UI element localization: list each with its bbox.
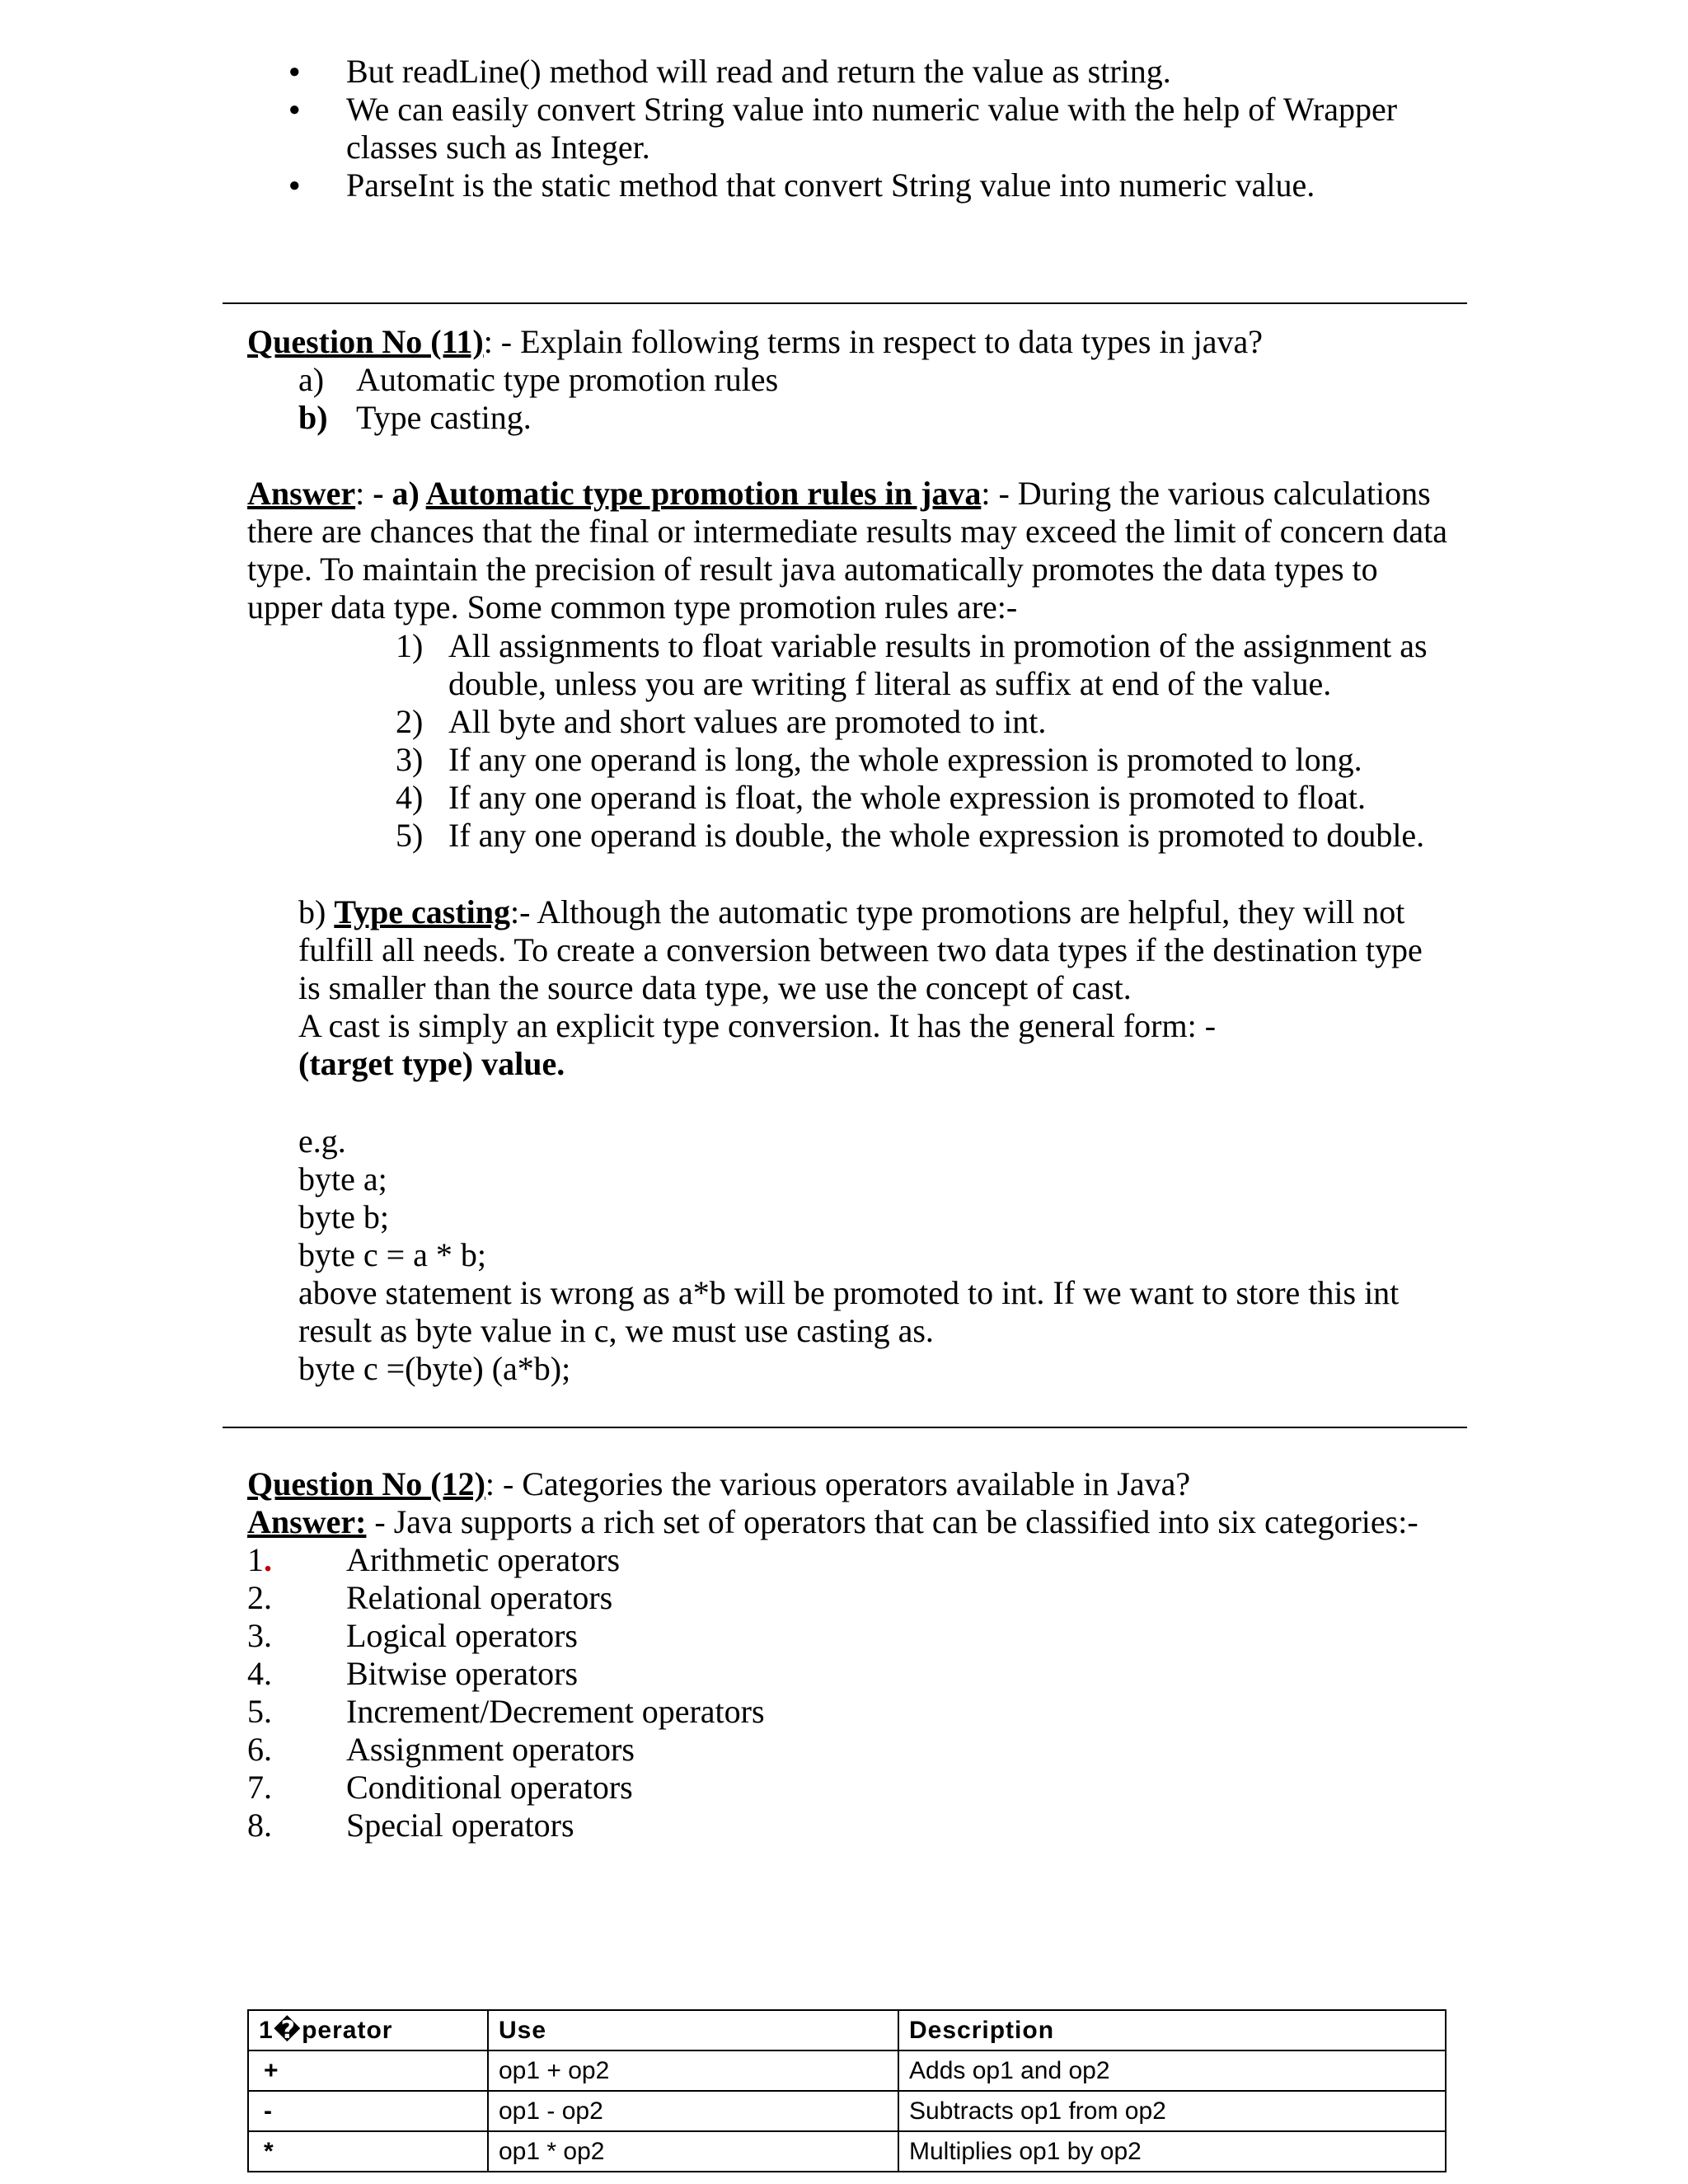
- example-line: byte c = a * b;: [298, 1236, 487, 1273]
- answer-11a: Answer: - a) Automatic type promotion rules in java: - During the various calculations there are chances that the final or intermediate results may exceed the limit of concern data type. To maintain the precision of result java automatically promotes the data types to upper data type. Some common type promotion rules are:-: [247, 475, 1447, 626]
- category-item: 5. Increment/Decrement operators: [247, 1693, 765, 1730]
- rule-item: 4) If any one operand is float, the whole expression is promoted to float.: [396, 779, 1367, 816]
- answer-a-text: : - During the various calculations there are chances that the final or intermediate results may exceed the limit of concern data type. To maintain the precision of result java automatically promotes the data types to upper data type. Some common type promotion rules are:-: [247, 475, 1447, 626]
- operator-cell: +: [248, 2050, 488, 2091]
- header-use: Use: [488, 2010, 898, 2050]
- description-cell: Multiplies op1 by op2: [898, 2131, 1446, 2172]
- casting-example: [298, 1122, 1444, 1388]
- example-line: byte b;: [298, 1198, 389, 1235]
- table-row: [248, 2131, 1446, 2172]
- table-row: [248, 2091, 1446, 2131]
- answer-label: Answer:: [247, 1503, 367, 1540]
- question-12: [247, 1465, 1451, 1844]
- answer-label: Answer: [247, 475, 356, 512]
- category-item: 4. Bitwise operators: [247, 1655, 579, 1692]
- use-cell: op1 * op2: [488, 2131, 898, 2172]
- category-item: 7. Conditional operators: [247, 1769, 633, 1806]
- cast-definition: A cast is simply an explicit type conversion. It has the general form: -: [298, 1007, 1217, 1044]
- answer-a-heading: Automatic type promotion rules in java: [425, 475, 982, 512]
- arithmetic-operators-table: [247, 2009, 1447, 2172]
- rule-item: 3) If any one operand is long, the whole expression is promoted to long.: [396, 741, 1362, 778]
- category-item: 8. Special operators: [247, 1807, 574, 1844]
- intro-bullet-list: [288, 53, 1442, 204]
- bullet-item: ● ParseInt is the static method that convert String value into numeric value.: [288, 166, 1442, 204]
- question-11-subparts: [298, 361, 1442, 437]
- operator-cell: *: [248, 2131, 488, 2172]
- rule-item: 2) All byte and short values are promoted to int.: [396, 703, 1047, 740]
- operator-cell: -: [248, 2091, 488, 2131]
- header-operator: 1�perator: [248, 2010, 488, 2050]
- operator-categories-list: [247, 1541, 1451, 1844]
- example-line: byte c =(byte) (a*b);: [298, 1350, 571, 1387]
- bullet-item: ● But readLine() method will read and return the value as string.: [288, 53, 1442, 91]
- type-casting-paragraph: b) Type casting:- Although the automatic type promotions are helpful, they will not fulfill all needs. To create a conversion between two data types if the destination type is smaller than the source data type, we use the concept of cast.: [298, 893, 1423, 1006]
- question-11-heading: [247, 323, 1442, 361]
- question-12-heading: [247, 1465, 1451, 1503]
- use-cell: op1 - op2: [488, 2091, 898, 2131]
- example-line: above statement is wrong as a*b will be promoted to int. If we want to store this int result as byte value in c, we must use casting as.: [298, 1274, 1400, 1349]
- description-cell: Subtracts op1 from op2: [898, 2091, 1446, 2131]
- question-label: Question No (12): [247, 1465, 485, 1502]
- question-11: [247, 323, 1442, 437]
- description-cell: Adds op1 and op2: [898, 2050, 1446, 2091]
- category-item: 6. Assignment operators: [247, 1731, 635, 1768]
- category-item: 1. Arithmetic operators: [247, 1541, 621, 1578]
- table-header-row: [248, 2010, 1446, 2050]
- question-text: : - Categories the various operators available in Java?: [485, 1465, 1191, 1502]
- answer-12: Answer: - Java supports a rich set of operators that can be classified into six categories:-: [247, 1503, 1418, 1540]
- rule-item: 1) All assignments to float variable results in promotion of the assignment as double, unless you are writing f literal as suffix at end of the value.: [396, 627, 1428, 702]
- promotion-rules-list: [396, 627, 1442, 855]
- use-cell: op1 + op2: [488, 2050, 898, 2091]
- rule-item: 5) If any one operand is double, the whole expression is promoted to double.: [396, 817, 1425, 854]
- example-line: byte a;: [298, 1160, 387, 1197]
- section-divider: [223, 1427, 1467, 1428]
- question-label: Question No (11): [247, 323, 484, 360]
- category-item: 2. Relational operators: [247, 1579, 613, 1616]
- section-divider: [223, 302, 1467, 304]
- category-item: 3. Logical operators: [247, 1617, 578, 1654]
- table-row: [248, 2050, 1446, 2091]
- answer-11b: [298, 893, 1444, 1083]
- example-line: e.g.: [298, 1122, 346, 1160]
- type-casting-heading: Type casting: [334, 893, 511, 930]
- question-text: : - Explain following terms in respect to data types in java?: [483, 323, 1263, 360]
- subpart-item: b) Type casting.: [298, 399, 532, 436]
- header-description: Description: [898, 2010, 1446, 2050]
- subpart-item: a) Automatic type promotion rules: [298, 361, 779, 398]
- bullet-item: ● We can easily convert String value into numeric value with the help of Wrapper classes such as Integer.: [288, 91, 1442, 166]
- cast-general-form: (target type) value.: [298, 1045, 565, 1082]
